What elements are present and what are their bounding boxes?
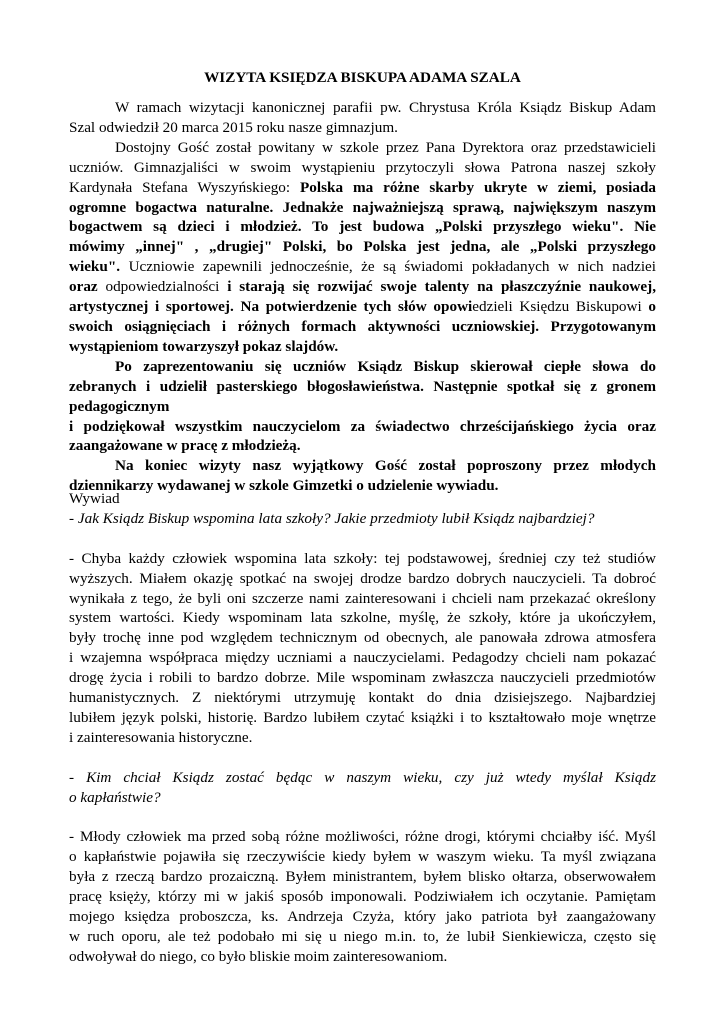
quote-span: bogactwem są dzieci i młodzież. To jest budowa „Polski przyszłego wieku". Nie [69,218,656,236]
question-1 [69,509,656,529]
bold-span: Po zaprezentowaniu się uczniów Ksiądz Biskup skierował ciepłe słowa do [115,357,656,375]
question-2 [69,768,656,808]
bold-span: i starają się rozwijać swoje talenty na płaszczyźnie naukowej, [227,278,656,296]
interview-section [69,489,656,967]
intro-paragraph-2 [69,138,656,357]
bold-span: pedagogicznym [69,397,170,415]
text-line: i zainteresowania historyczne. [69,728,253,746]
text-line: i wzajemna współpraca między uczniami a nauczycielami. Pedagodzy chcieli nam pokazać [69,649,656,667]
text-line [69,198,656,218]
text-line [69,768,656,788]
text-line [69,217,656,237]
text-line [69,257,656,277]
text-line: w ruch oporu, ale też podobało mi się u niego m.in. to, że lubił Sienkiewicza, często się [69,927,656,945]
text-line: humanistycznych. Z niektórymi utrzymuję kontakt do dnia dzisiejszego. Najbardziej [69,689,656,707]
text-line: mojego księdza proboszcza, ks. Andrzeja Czyża, który jako patriota był zaangażowany [69,907,656,925]
bold-span: wystąpieniom towarzyszył pokaz slajdów. [69,337,339,355]
answer-1 [69,549,656,748]
bold-span: o [648,298,656,316]
text-line: uczniów. Gimnazjaliści w swoim wystąpieniu przytoczyli słowa Patrona naszej szkoły [69,158,656,176]
answer-2 [69,827,656,966]
text-span: odpowiedzialności [97,278,228,296]
bold-span: swoich osiągnięciach i różnych formach aktywności uczniowskiej. Przygotowanym [69,317,656,335]
text-line: odwoływał do niego, co było bliskie moim zainteresowaniom. [69,947,448,965]
question-text: - Jak Ksiądz Biskup wspomina lata szkoły? Jakie przedmioty lubił Ksiądz najbardziej? [69,509,595,527]
intro-paragraph-1 [69,98,656,138]
text-line [69,297,656,317]
text-line: - Młody człowiek ma przed sobą różne możliwości, różne drogi, którymi chciałby iść. Myśl [69,828,656,846]
text-line: drogę życia i robili to bardzo dobrze. Mile wspominam zwłaszcza nauczycieli przedmiotów [69,669,656,687]
text-span: Uczniowie zapewnili jednocześnie, że są świadomi pokładanych w nich nadziei [128,258,656,276]
text-span: edzieli Księdzu Biskupowi [472,298,649,316]
intro-paragraph-3 [69,357,656,457]
text-line: Szal odwiedził 20 marca 2015 roku nasze gimnazjum. [69,118,398,136]
text-line: pracę księży, którzy mi w jakiś sposób imponowali. Podziwiałem ich oczytanie. Pamiętam [69,888,656,906]
text-line [69,377,656,397]
text-line [69,178,656,198]
bold-span: dziennikarzy wydawanej w szkole Gimzetki o udzielenie wywiadu. [69,477,499,495]
text-line: były trochę inne pod względem technicznym od obecnych, ale panowała zdrowa atmosfera [69,629,656,647]
text-line: system wartości. Kiedy wspominam lata szkolne, myślę, że szkoły, które ja ukończyłem, [69,609,656,627]
text-line [69,456,656,476]
interview-label: Wywiad [69,490,120,507]
spacer [69,529,656,549]
text-line: o kapłaństwie pojawiła się rzeczywiście kiedy byłem w waszym wieku. Ta myśl związana [69,848,656,866]
bold-span: zebranych i udzielił pasterskiego błogosławieństwa. Następnie spotkał się z gronem [69,377,656,395]
bold-span: oraz [69,278,98,296]
quote-span: wieku". [69,258,129,276]
text-line [69,337,656,357]
quote-span: mówimy „innej" , „drugiej" Polski, bo Polska jest jedna, ale „Polski przyszłego [69,238,656,256]
text-line [69,277,656,297]
spacer [69,748,656,768]
text-line: była z rzeczą bardzo prozaiczną. Byłem ministrantem, byłem blisko ołtarza, obserwowałem [69,868,656,886]
text-line: lubiłem język polski, historię. Bardzo lubiłem czytać książki i to kształtowało moje wnętrze [69,708,656,726]
question-text: - Kim chciał Ksiądz zostać będąc w naszym wieku, czy już wtedy myślał Ksiądz [69,768,656,786]
bold-span: Na koniec wizyty nasz wyjątkowy Gość został poproszony przez młodych [115,457,656,475]
question-text: o kapłaństwie? [69,788,161,806]
text-line [69,317,656,337]
text-line [69,357,656,377]
text-line [69,237,656,257]
text-line [69,788,656,808]
article-intro [69,98,656,496]
text-line [69,417,656,437]
bold-span: i podziękował wszystkim nauczycielom za świadectwo chrześcijańskiego życia oraz [69,417,656,435]
text-line: wyższych. Miałem okazję spotkać na swojej drodze bardzo dobrych nauczycieli. Ta dobroć [69,569,656,587]
text-span: Kardynała Stefana Wyszyńskiego: [69,178,301,196]
text-line: W ramach wizytacji kanonicznej parafii pw. Chrystusa Króla Ksiądz Biskup Adam [115,99,656,116]
text-line: Dostojny Gość został powitany w szkole przez Pana Dyrektora oraz przedstawicieli [115,138,656,156]
text-line: wynikała z tego, że byli oni szczerze nami zainteresowani i chcieli nam przekazać określony [69,589,656,607]
article-title: WIZYTA KSIĘDZA BISKUPA ADAMA SZALA [204,69,521,86]
text-line: - Chyba każdy człowiek wspomina lata szkoły: tej podstawowej, średniej czy też studiów [69,549,656,567]
quote-span: Polska ma różne skarby ukryte w ziemi, posiada [300,178,656,196]
spacer [69,807,656,827]
bold-span: artystycznej i sportowej. Na potwierdzenie tych słów opowi [69,298,473,316]
bold-span: zaangażowane w pracę z młodzieżą. [69,437,301,455]
quote-span: ogromne bogactwa naturalne. Jednakże najważniejszą sprawą, największym naszym [69,198,656,216]
text-line [69,397,656,417]
text-line [69,436,656,456]
